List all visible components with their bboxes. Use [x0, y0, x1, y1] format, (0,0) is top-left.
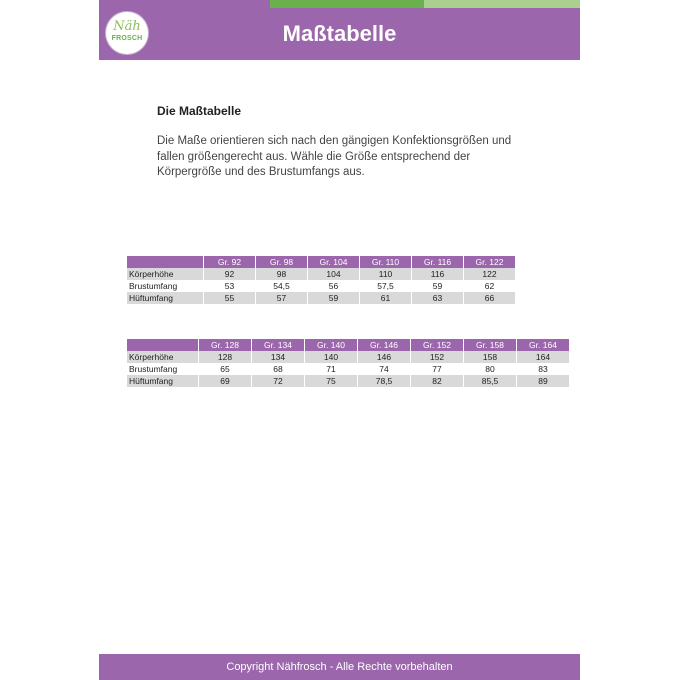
- size-header: Gr. 128: [199, 339, 252, 351]
- table-row: [127, 375, 570, 387]
- table-cell: 134: [252, 351, 305, 363]
- table-cell: 53: [204, 280, 256, 292]
- table-cell: 56: [308, 280, 360, 292]
- table-cell: 72: [252, 375, 305, 387]
- size-header: Gr. 104: [308, 256, 360, 268]
- table-cell: 98: [256, 268, 308, 280]
- size-header: Gr. 92: [204, 256, 256, 268]
- table-corner-cell: [127, 339, 199, 351]
- size-header: Gr. 122: [464, 256, 516, 268]
- table-row: [127, 292, 516, 304]
- accent-bar-green: [270, 0, 424, 8]
- table-cell: 54,5: [256, 280, 308, 292]
- page: [99, 0, 580, 680]
- table-cell: 146: [358, 351, 411, 363]
- table-cell: 140: [305, 351, 358, 363]
- table-cell: 59: [308, 292, 360, 304]
- table-cell: 57: [256, 292, 308, 304]
- table-cell: 152: [411, 351, 464, 363]
- table-cell: 78,5: [358, 375, 411, 387]
- table-header-row: [127, 339, 570, 351]
- size-header: Gr. 98: [256, 256, 308, 268]
- table-cell: 75: [305, 375, 358, 387]
- table-cell: 65: [199, 363, 252, 375]
- section-heading: Die Maßtabelle: [157, 104, 242, 118]
- table-cell: 92: [204, 268, 256, 280]
- size-header: Gr. 116: [412, 256, 464, 268]
- logo-script: Näh: [113, 19, 141, 34]
- table-header-row: [127, 256, 516, 268]
- table-cell: 116: [412, 268, 464, 280]
- table-cell: 68: [252, 363, 305, 375]
- table-cell: 83: [517, 363, 570, 375]
- table-row: [127, 280, 516, 292]
- row-label: Körperhöhe: [127, 351, 199, 363]
- table-cell: 158: [464, 351, 517, 363]
- size-header: Gr. 146: [358, 339, 411, 351]
- size-header: Gr. 158: [464, 339, 517, 351]
- table-row: [127, 363, 570, 375]
- size-table-2: [127, 339, 570, 387]
- table-cell: 57,5: [360, 280, 412, 292]
- row-label: Hüftumfang: [127, 292, 204, 304]
- table-cell: 55: [204, 292, 256, 304]
- table-cell: 74: [358, 363, 411, 375]
- table-corner-cell: [127, 256, 204, 268]
- table-cell: 110: [360, 268, 412, 280]
- table-cell: 82: [411, 375, 464, 387]
- intro-paragraph: Die Maße orientieren sich nach den gängigen Konfektionsgrößen und fallen größengerecht aus. Wähle die Größe entsprechend der Körpergröße und des Brustumfangs aus.: [157, 135, 512, 178]
- table-cell: 128: [199, 351, 252, 363]
- logo-word: FROSCH: [111, 35, 143, 42]
- size-header: Gr. 134: [252, 339, 305, 351]
- row-label: Brustumfang: [127, 280, 204, 292]
- table-cell: 69: [199, 375, 252, 387]
- table-cell: 66: [464, 292, 516, 304]
- table-row: [127, 351, 570, 363]
- row-label: Brustumfang: [127, 363, 199, 375]
- table-cell: 71: [305, 363, 358, 375]
- row-label: Hüftumfang: [127, 375, 199, 387]
- header-banner: [99, 0, 580, 60]
- table-cell: 63: [412, 292, 464, 304]
- size-table-1: [127, 256, 516, 304]
- size-header: Gr. 152: [411, 339, 464, 351]
- table-cell: 61: [360, 292, 412, 304]
- row-label: Körperhöhe: [127, 268, 204, 280]
- table-cell: 122: [464, 268, 516, 280]
- table-cell: 104: [308, 268, 360, 280]
- table-cell: 62: [464, 280, 516, 292]
- footer-copyright: Copyright Nähfrosch - Alle Rechte vorbehalten: [99, 654, 580, 680]
- table-cell: 80: [464, 363, 517, 375]
- page-title: Maßtabelle: [282, 21, 397, 46]
- size-header: Gr. 164: [517, 339, 570, 351]
- size-header: Gr. 110: [360, 256, 412, 268]
- table-cell: 164: [517, 351, 570, 363]
- table-cell: 59: [412, 280, 464, 292]
- table-cell: 77: [411, 363, 464, 375]
- size-header: Gr. 140: [305, 339, 358, 351]
- table-cell: 85,5: [464, 375, 517, 387]
- table-cell: 89: [517, 375, 570, 387]
- accent-bar-light-green: [424, 0, 580, 8]
- table-row: [127, 268, 516, 280]
